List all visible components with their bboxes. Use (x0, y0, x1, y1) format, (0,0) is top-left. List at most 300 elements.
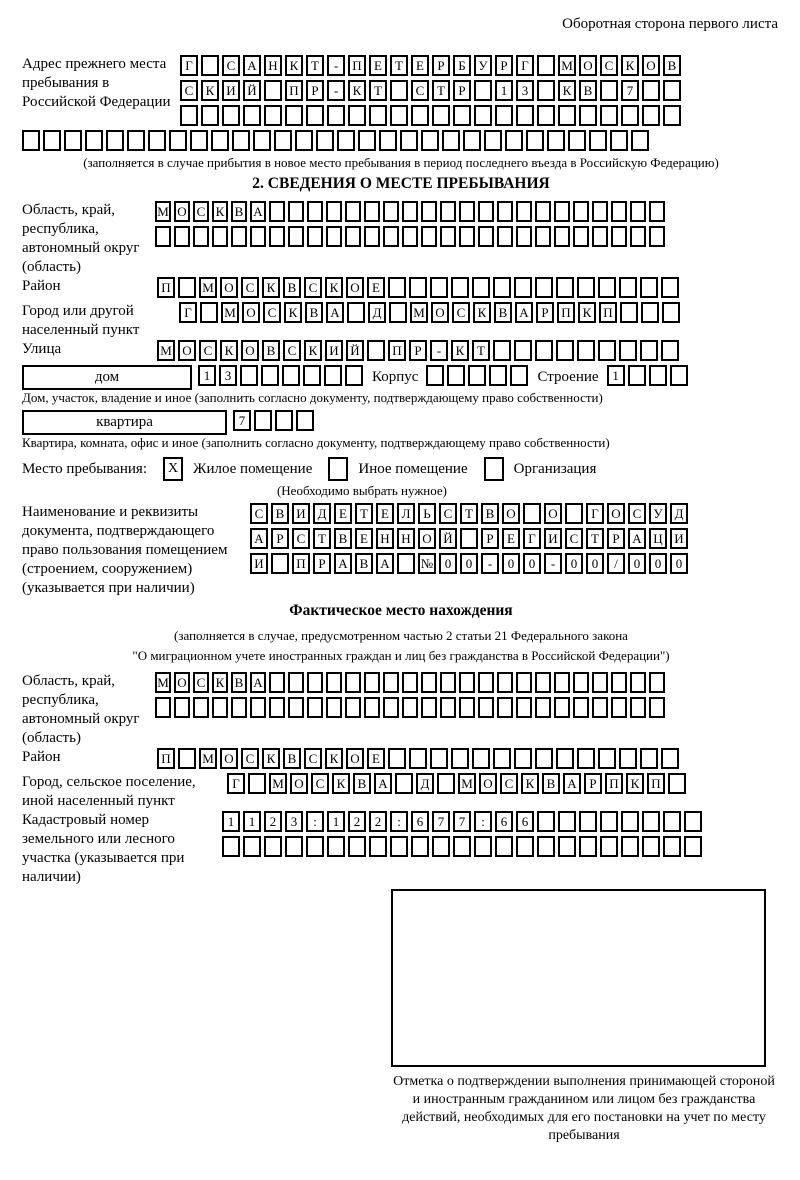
cadastral-label: Кадастровый номер земельного или лесного участка (указывается при наличии) (22, 812, 185, 885)
char-cell (348, 836, 366, 857)
document-row-3 (250, 553, 691, 574)
char-cell (345, 201, 361, 222)
char-cell (379, 130, 397, 151)
char-cell: Т (313, 528, 331, 549)
document-field (22, 503, 780, 598)
char-cell: Р (495, 55, 513, 76)
char-cell: П (647, 773, 665, 794)
char-cell: 0 (565, 553, 583, 574)
char-cell: В (353, 773, 371, 794)
char-cell (516, 672, 532, 693)
char-cell (558, 836, 576, 857)
char-cell: 7 (621, 80, 639, 101)
char-cell: - (327, 55, 345, 76)
stay-type-label: Место пребывания: (22, 460, 147, 477)
char-cell: А (250, 201, 266, 222)
char-cell (411, 836, 429, 857)
region-rows (155, 201, 668, 251)
char-cell (288, 697, 304, 718)
char-cell (495, 105, 513, 126)
char-cell: 2 (369, 811, 387, 832)
char-cell: С (304, 748, 322, 769)
char-cell: А (515, 302, 533, 323)
char-cell: О (242, 302, 260, 323)
char-cell (670, 365, 688, 386)
char-cell: Л (397, 503, 415, 524)
char-cell (254, 410, 272, 431)
char-cell (155, 226, 171, 247)
fact-region-label: Область, край, республика, автономный округ (область) (22, 673, 140, 746)
char-cell (326, 201, 342, 222)
confirmation-mark-area (388, 889, 780, 1145)
char-cell: 0 (649, 553, 667, 574)
document-row-2 (250, 528, 691, 549)
char-cell: В (481, 503, 499, 524)
document-row-1 (250, 503, 691, 524)
region-row-2 (155, 226, 668, 247)
char-cell: В (334, 528, 352, 549)
char-cell (250, 697, 266, 718)
char-cell: Г (180, 55, 198, 76)
char-cell: Р (453, 80, 471, 101)
char-cell: О (178, 340, 196, 361)
char-cell: - (481, 553, 499, 574)
char-cell (383, 672, 399, 693)
char-cell: В (283, 277, 301, 298)
fact-city-row (227, 773, 689, 794)
char-cell (426, 365, 444, 386)
char-cell: С (311, 773, 329, 794)
char-cell (619, 748, 637, 769)
char-cell (106, 130, 124, 151)
stay-type-field (22, 457, 780, 481)
fact-city-field (22, 773, 780, 811)
char-cell (493, 748, 511, 769)
char-cell (271, 553, 289, 574)
char-cell (621, 811, 639, 832)
char-cell (537, 105, 555, 126)
cadastral-rows (222, 811, 705, 861)
char-cell (535, 201, 551, 222)
char-cell (453, 105, 471, 126)
char-cell (383, 697, 399, 718)
char-cell (620, 302, 638, 323)
char-cell (684, 811, 702, 832)
stay-option-residential-label: Жилое помещение (193, 460, 313, 477)
char-cell (535, 277, 553, 298)
char-cell (306, 105, 324, 126)
char-cell (169, 130, 187, 151)
char-cell (459, 697, 475, 718)
char-cell: К (558, 80, 576, 101)
char-cell (222, 836, 240, 857)
char-cell: 1 (607, 365, 625, 386)
char-cell: К (304, 340, 322, 361)
char-cell: К (621, 55, 639, 76)
document-rows (250, 503, 691, 578)
char-cell: С (180, 80, 198, 101)
char-cell (523, 503, 541, 524)
char-cell: О (418, 528, 436, 549)
char-cell (663, 80, 681, 101)
char-cell (190, 130, 208, 151)
char-cell (453, 836, 471, 857)
stay-option-other-premises-label: Иное помещение (358, 460, 468, 477)
char-cell (556, 340, 574, 361)
char-cell (269, 697, 285, 718)
char-cell: В (231, 672, 247, 693)
char-cell: О (346, 748, 364, 769)
char-cell (630, 226, 646, 247)
korpus-label: Корпус (372, 369, 419, 385)
char-cell: Й (439, 528, 457, 549)
char-cell (598, 748, 616, 769)
char-cell (269, 226, 285, 247)
char-cell (148, 130, 166, 151)
char-cell (684, 836, 702, 857)
char-cell (264, 836, 282, 857)
char-cell: К (220, 340, 238, 361)
char-cell: С (565, 528, 583, 549)
char-cell (554, 201, 570, 222)
char-cell: 7 (453, 811, 471, 832)
char-cell: С (600, 55, 618, 76)
char-cell: М (221, 302, 239, 323)
char-cell: А (250, 672, 266, 693)
district-row (157, 277, 682, 298)
char-cell (556, 277, 574, 298)
char-cell (630, 672, 646, 693)
char-cell: К (201, 80, 219, 101)
char-cell: 1 (495, 80, 513, 101)
street-label: Улица (22, 341, 62, 357)
fact-caption-line2: "О миграционном учете иностранных граждан и лиц без гражданства в Российской Федерации") (132, 648, 670, 663)
char-cell (440, 672, 456, 693)
char-cell (222, 105, 240, 126)
char-cell: В (305, 302, 323, 323)
char-cell: И (325, 340, 343, 361)
char-cell: О (220, 748, 238, 769)
char-cell (619, 277, 637, 298)
char-cell: 2 (348, 811, 366, 832)
char-cell: О (241, 340, 259, 361)
stay-option-organization-label: Организация (513, 460, 597, 477)
char-cell (243, 836, 261, 857)
char-cell: 3 (219, 365, 237, 386)
char-cell (264, 80, 282, 101)
char-cell (631, 130, 649, 151)
char-cell: А (334, 553, 352, 574)
char-cell (282, 365, 300, 386)
char-cell (421, 672, 437, 693)
char-cell: П (157, 748, 175, 769)
char-cell (535, 226, 551, 247)
apartment-row (233, 410, 317, 431)
char-cell (537, 80, 555, 101)
char-cell: 6 (495, 811, 513, 832)
char-cell (474, 836, 492, 857)
char-cell (600, 836, 618, 857)
cadastral-row-2 (222, 836, 705, 857)
char-cell: М (558, 55, 576, 76)
char-cell: В (355, 553, 373, 574)
char-cell (358, 130, 376, 151)
char-cell: В (579, 80, 597, 101)
char-cell: 0 (460, 553, 478, 574)
char-cell (497, 697, 513, 718)
char-cell: : (390, 811, 408, 832)
char-cell (663, 105, 681, 126)
char-cell (307, 201, 323, 222)
char-cell: 1 (327, 811, 345, 832)
char-cell (22, 130, 40, 151)
char-cell (264, 105, 282, 126)
char-cell (248, 773, 266, 794)
char-cell: К (626, 773, 644, 794)
apartment-field (22, 410, 780, 435)
char-cell (554, 226, 570, 247)
char-cell: К (521, 773, 539, 794)
char-cell (649, 697, 665, 718)
char-cell: К (325, 277, 343, 298)
char-cell: В (262, 340, 280, 361)
char-cell (411, 105, 429, 126)
stay-option-organization-checkbox (484, 457, 504, 481)
char-cell (395, 773, 413, 794)
char-cell: Т (355, 503, 373, 524)
char-cell: О (544, 503, 562, 524)
section2-title: 2. СВЕДЕНИЯ О МЕСТЕ ПРЕБЫВАНИЯ (252, 175, 550, 192)
char-cell: О (579, 55, 597, 76)
char-cell (592, 672, 608, 693)
char-cell (430, 277, 448, 298)
apartment-caption: Квартира, комната, офис и иное (заполнить согласно документу, подтверждающему право собственности) (22, 435, 610, 450)
char-cell: 0 (628, 553, 646, 574)
fact-region-row-2 (155, 697, 668, 718)
char-cell (489, 365, 507, 386)
char-cell: С (241, 748, 259, 769)
char-cell (64, 130, 82, 151)
char-cell: 6 (411, 811, 429, 832)
prev-address-rows (180, 55, 684, 130)
char-cell (383, 201, 399, 222)
char-cell (621, 105, 639, 126)
char-cell (516, 105, 534, 126)
char-cell (640, 340, 658, 361)
char-cell (402, 226, 418, 247)
char-cell (442, 130, 460, 151)
char-cell (472, 748, 490, 769)
char-cell (180, 105, 198, 126)
char-cell (526, 130, 544, 151)
house-number-row (198, 365, 366, 386)
char-cell (611, 697, 627, 718)
char-cell (240, 365, 258, 386)
fact-region-field (22, 672, 780, 748)
char-cell (516, 697, 532, 718)
region-label: Область, край, республика, автономный округ (область) (22, 202, 140, 275)
char-cell: С (283, 340, 301, 361)
char-cell (497, 226, 513, 247)
char-cell (474, 105, 492, 126)
city-row (179, 302, 683, 323)
char-cell (389, 302, 407, 323)
char-cell (661, 340, 679, 361)
char-cell (642, 80, 660, 101)
char-cell: 0 (586, 553, 604, 574)
char-cell (661, 748, 679, 769)
char-cell (383, 226, 399, 247)
char-cell: О (346, 277, 364, 298)
char-cell (345, 672, 361, 693)
char-cell: В (494, 302, 512, 323)
char-cell: П (292, 553, 310, 574)
char-cell (451, 277, 469, 298)
street-row (157, 340, 682, 361)
char-cell: П (557, 302, 575, 323)
char-cell (397, 553, 415, 574)
char-cell: Е (367, 277, 385, 298)
char-cell: 6 (516, 811, 534, 832)
fact-region-rows (155, 672, 668, 722)
char-cell: Р (584, 773, 602, 794)
house-field (22, 365, 780, 390)
char-cell (579, 105, 597, 126)
char-cell: / (607, 553, 625, 574)
char-cell: 1 (198, 365, 216, 386)
char-cell (285, 836, 303, 857)
char-cell: 2 (264, 811, 282, 832)
char-cell: М (157, 340, 175, 361)
char-cell (641, 302, 659, 323)
fact-district-field (22, 748, 780, 773)
korpus-row (426, 365, 531, 386)
char-cell: М (155, 201, 171, 222)
char-cell (579, 811, 597, 832)
char-cell: Д (313, 503, 331, 524)
char-cell (514, 748, 532, 769)
char-cell: П (599, 302, 617, 323)
char-cell: С (292, 528, 310, 549)
char-cell (663, 811, 681, 832)
confirmation-mark-caption: Отметка о подтверждении выполнения принимающей стороной и иностранным гражданином или лицом без гражданства действий, необходимых для его постановки на учет по месту пребывания (393, 1074, 775, 1143)
char-cell (253, 130, 271, 151)
char-cell (307, 672, 323, 693)
street-field (22, 340, 780, 365)
char-cell (193, 226, 209, 247)
prev-address-row-3 (180, 105, 684, 126)
char-cell: - (544, 553, 562, 574)
char-cell (535, 697, 551, 718)
char-cell (288, 201, 304, 222)
char-cell (621, 836, 639, 857)
char-cell (440, 201, 456, 222)
char-cell (568, 130, 586, 151)
char-cell (514, 277, 532, 298)
char-cell (478, 226, 494, 247)
char-cell: В (663, 55, 681, 76)
char-cell (348, 105, 366, 126)
char-cell (600, 105, 618, 126)
char-cell: Г (179, 302, 197, 323)
char-cell (269, 672, 285, 693)
char-cell (662, 302, 680, 323)
char-cell (642, 105, 660, 126)
char-cell (493, 340, 511, 361)
char-cell: К (285, 55, 303, 76)
char-cell (598, 277, 616, 298)
char-cell (364, 226, 380, 247)
char-cell: Е (502, 528, 520, 549)
char-cell: Т (390, 55, 408, 76)
char-cell (573, 697, 589, 718)
char-cell (432, 836, 450, 857)
char-cell (642, 811, 660, 832)
char-cell (326, 697, 342, 718)
char-cell: Т (369, 80, 387, 101)
char-cell (547, 130, 565, 151)
char-cell (212, 697, 228, 718)
char-cell (610, 130, 628, 151)
char-cell: 0 (502, 553, 520, 574)
char-cell: К (348, 80, 366, 101)
char-cell: К (284, 302, 302, 323)
char-cell (558, 105, 576, 126)
char-cell (327, 836, 345, 857)
char-cell: Б (453, 55, 471, 76)
char-cell (577, 277, 595, 298)
char-cell (421, 226, 437, 247)
char-cell: С (411, 80, 429, 101)
char-cell: 0 (670, 553, 688, 574)
char-cell (497, 201, 513, 222)
char-cell (537, 811, 555, 832)
char-cell (178, 748, 196, 769)
char-cell (201, 105, 219, 126)
char-cell: С (222, 55, 240, 76)
char-cell: П (388, 340, 406, 361)
char-cell: Д (670, 503, 688, 524)
stroenie-row (607, 365, 691, 386)
prev-address-row-2 (180, 80, 684, 101)
char-cell (573, 226, 589, 247)
char-cell (649, 365, 667, 386)
char-cell (402, 672, 418, 693)
char-cell (579, 836, 597, 857)
char-cell: Е (376, 503, 394, 524)
char-cell (535, 748, 553, 769)
char-cell: У (474, 55, 492, 76)
char-cell (369, 105, 387, 126)
char-cell (409, 748, 427, 769)
char-cell: В (283, 748, 301, 769)
char-cell (592, 697, 608, 718)
char-cell: А (374, 773, 392, 794)
char-cell: С (199, 340, 217, 361)
char-cell (288, 672, 304, 693)
char-cell: М (458, 773, 476, 794)
char-cell (326, 672, 342, 693)
prev-address-row-4 (22, 130, 780, 151)
region-row-1 (155, 201, 668, 222)
char-cell (369, 836, 387, 857)
char-cell (484, 130, 502, 151)
char-cell: О (607, 503, 625, 524)
char-cell: С (439, 503, 457, 524)
char-cell (243, 105, 261, 126)
char-cell (460, 528, 478, 549)
char-cell: - (327, 80, 345, 101)
